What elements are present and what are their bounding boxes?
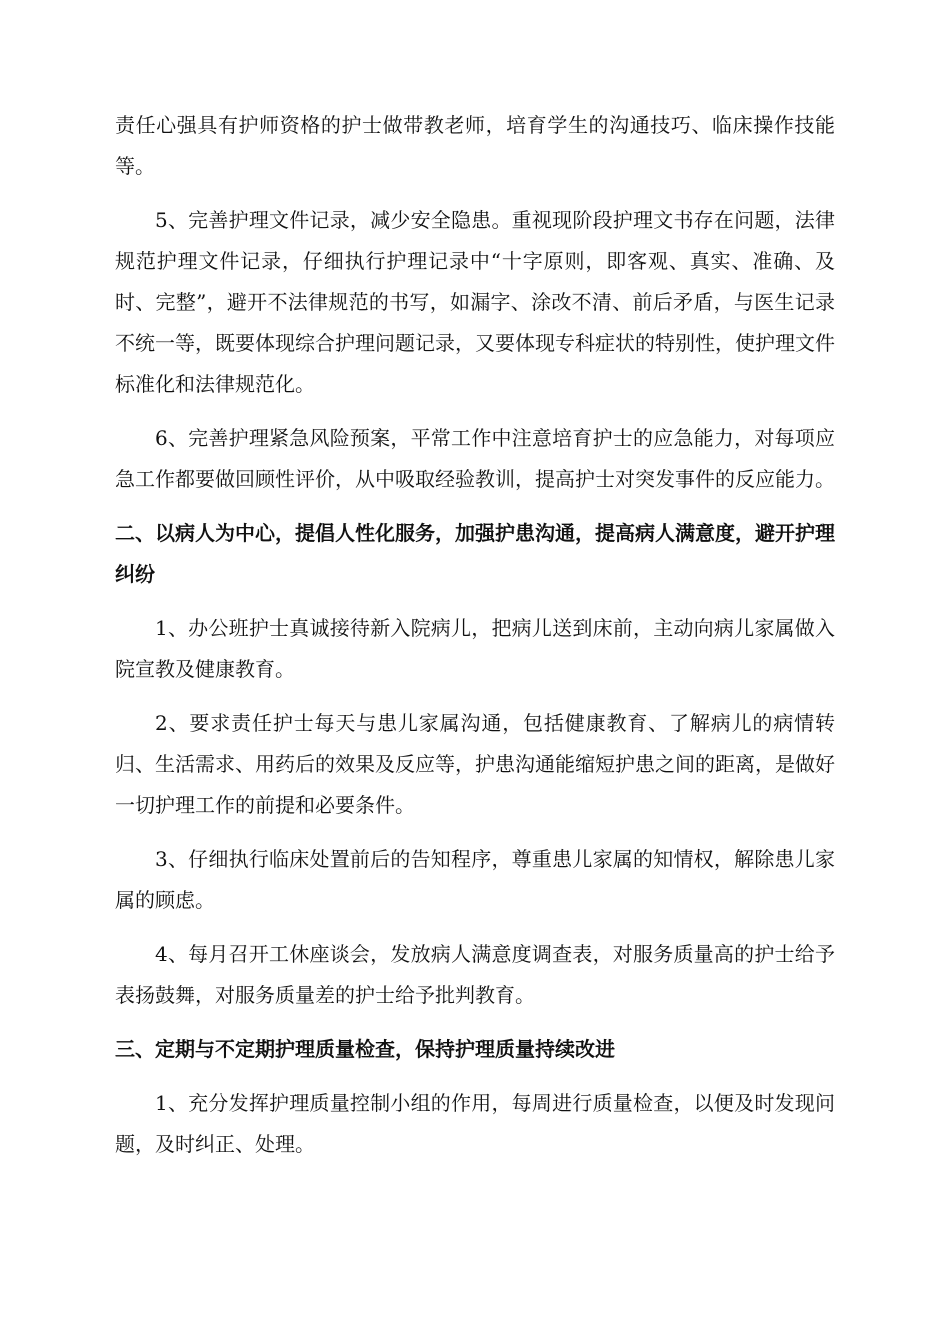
document-page — [115, 105, 835, 1165]
paragraph-item-2: 2、要求责任护士每天与患儿家属沟通，包括健康教育、了解病儿的病情转归、生活需求、用药后的效果及反应等，护患沟通能缩短护患之间的距离，是做好一切护理工作的前提和必要条件。 — [115, 711, 835, 817]
paragraph-item-6: 6、完善护理紧急风险预案，平常工作中注意培育护士的应急能力，对每项应急工作都要做回顾性评价，从中吸取经验教训，提高护士对突发事件的反应能力。 — [115, 426, 835, 491]
paragraph-item-1-section-3: 1、充分发挥护理质量控制小组的作用，每周进行质量检查，以便及时发现问题，及时纠正、处理。 — [115, 1091, 835, 1156]
section-heading-2: 二、以病人为中心，提倡人性化服务，加强护患沟通，提高病人满意度，避开护理纠纷 — [115, 521, 835, 586]
paragraph-item-5: 5、完善护理文件记录，减少安全隐患。重视现阶段护理文书存在问题，法律规范护理文件记录，仔细执行护理记录中“十字原则，即客观、真实、准确、及时、完整”，避开不法律规范的书写，如漏字、涂改不清、前后矛盾，与医生记录不统一等，既要体现综合护理问题记录，又要体现专科症状的特别性，使护理文件标准化和法律规范化。 — [115, 208, 835, 396]
paragraph-item-3: 3、仔细执行临床处置前后的告知程序，尊重患儿家属的知情权，解除患儿家属的顾虑。 — [115, 847, 835, 912]
section-heading-3: 三、定期与不定期护理质量检查，保持护理质量持续改进 — [115, 1037, 615, 1061]
paragraph-item-1: 1、办公班护士真诚接待新入院病儿，把病儿送到床前，主动向病儿家属做入院宣教及健康教育。 — [115, 616, 835, 681]
paragraph-item-4: 4、每月召开工休座谈会，发放病人满意度调查表，对服务质量高的护士给予表扬鼓舞，对服务质量差的护士给予批判教育。 — [115, 942, 835, 1007]
paragraph-continuation: 责任心强具有护师资格的护士做带教老师，培育学生的沟通技巧、临床操作技能等。 — [115, 113, 835, 178]
